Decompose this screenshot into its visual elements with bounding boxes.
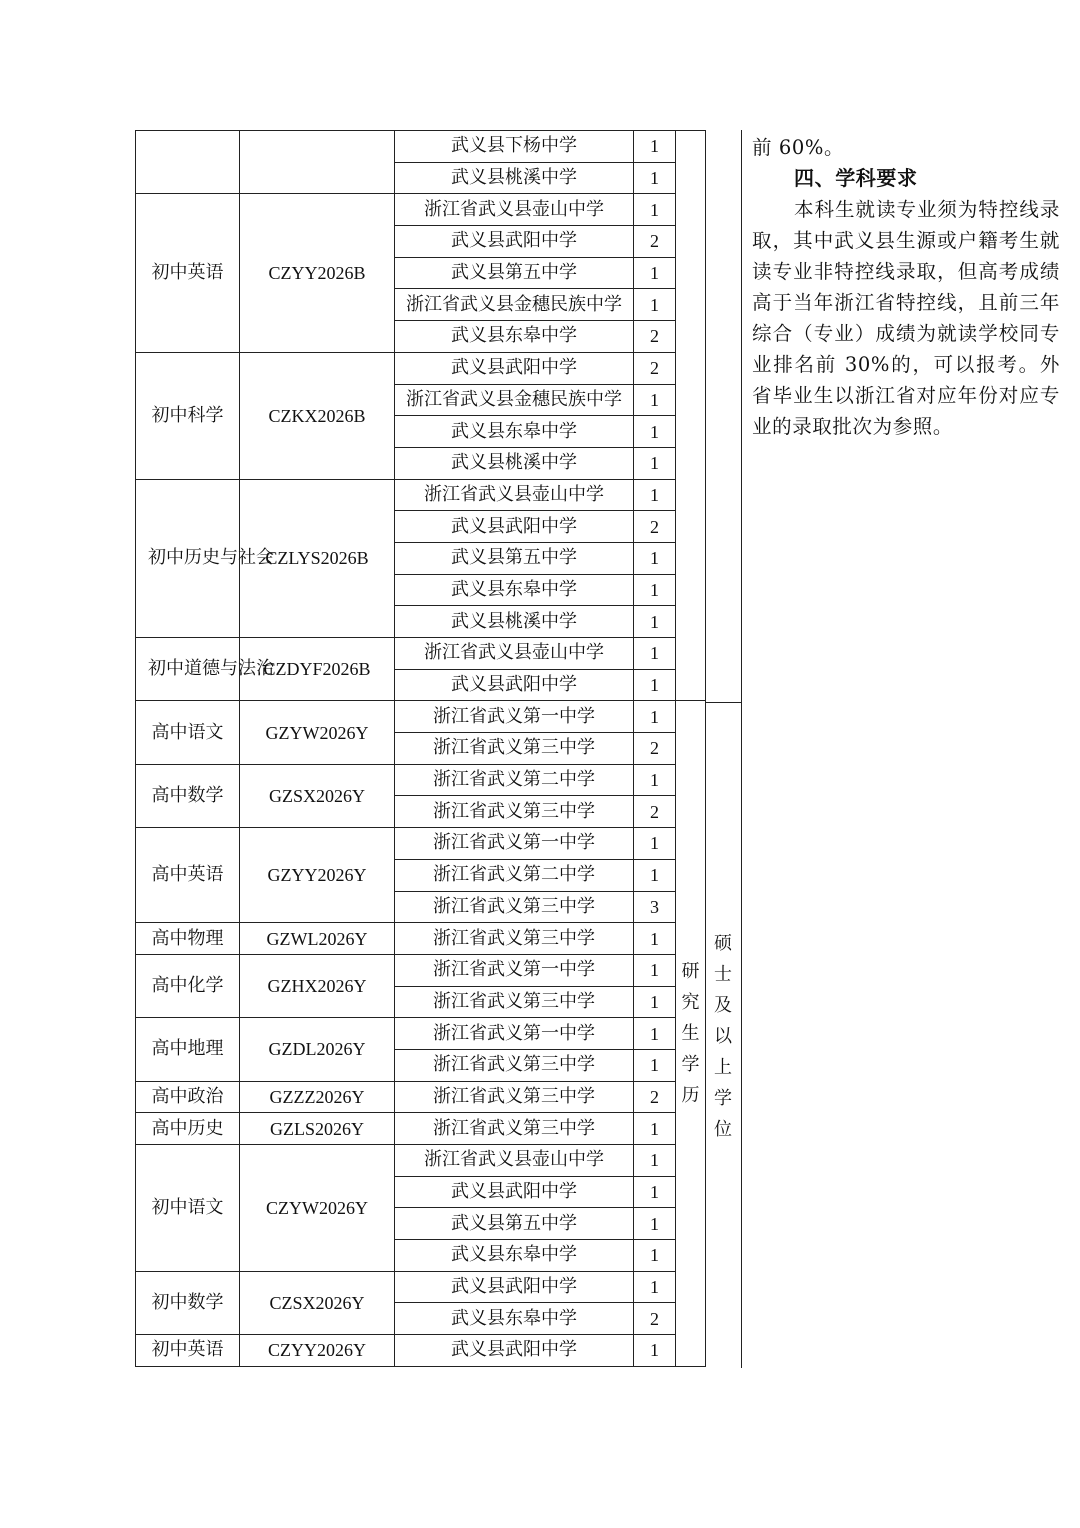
subject-cell: 高中语文 [136,701,240,764]
count-cell: 1 [634,828,676,860]
count-cell: 1 [634,479,676,511]
count-cell: 1 [634,1335,676,1367]
continuation-text: 前 60%。 [752,136,845,159]
education-cell-upper [676,131,706,701]
count-cell: 3 [634,891,676,923]
school-cell: 武义县第五中学 [395,1208,634,1240]
position-code-cell: GZSX2026Y [240,764,395,827]
school-cell: 武义县武阳中学 [395,669,634,701]
position-code-cell: GZHX2026Y [240,954,395,1017]
section-heading: 四、学科要求 [794,166,918,190]
school-cell: 浙江省武义第三中学 [395,1049,634,1081]
table-row [136,1018,706,1050]
count-cell: 1 [634,1145,676,1177]
school-cell: 武义县东皋中学 [395,416,634,448]
school-cell: 浙江省武义第三中学 [395,986,634,1018]
subject-cell: 高中英语 [136,828,240,923]
count-cell: 1 [634,416,676,448]
school-cell: 浙江省武义第一中学 [395,828,634,860]
table-row [136,352,706,384]
count-cell: 1 [634,131,676,163]
count-cell: 1 [634,606,676,638]
count-cell: 1 [634,384,676,416]
count-cell: 1 [634,859,676,891]
count-cell: 1 [634,1271,676,1303]
school-cell: 浙江省武义第三中学 [395,733,634,765]
position-code-cell: CZYW2026Y [240,1145,395,1272]
subject-cell: 初中科学 [136,352,240,479]
count-cell: 1 [634,986,676,1018]
count-cell: 1 [634,447,676,479]
subject-cell: 初中语文 [136,1145,240,1272]
count-cell: 1 [634,1049,676,1081]
school-cell: 浙江省武义第二中学 [395,859,634,891]
count-cell: 1 [634,764,676,796]
table-row [136,1113,706,1145]
school-cell: 浙江省武义县金穗民族中学 [395,384,634,416]
school-cell: 浙江省武义县壶山中学 [395,194,634,226]
count-cell: 1 [634,542,676,574]
subject-cell: 高中历史 [136,1113,240,1145]
table-row [136,479,706,511]
count-cell: 1 [634,954,676,986]
position-code-cell: GZWL2026Y [240,923,395,955]
school-cell: 武义县东皋中学 [395,1303,634,1335]
school-cell: 武义县东皋中学 [395,574,634,606]
subject-cell: 初中英语 [136,1335,240,1367]
school-cell: 浙江省武义第一中学 [395,1018,634,1050]
subject-cell: 初中数学 [136,1271,240,1334]
table-row [136,1335,706,1367]
count-cell: 1 [634,701,676,733]
school-cell: 武义县桃溪中学 [395,162,634,194]
school-cell: 浙江省武义第三中学 [395,891,634,923]
count-cell: 2 [634,1081,676,1113]
school-cell: 武义县东皋中学 [395,321,634,353]
position-code-cell: GZLS2026Y [240,1113,395,1145]
school-cell: 武义县武阳中学 [395,226,634,258]
school-cell: 武义县东皋中学 [395,1240,634,1272]
school-cell: 浙江省武义第一中学 [395,954,634,986]
school-cell: 武义县下杨中学 [395,131,634,163]
table-row [136,701,706,733]
table-row [136,764,706,796]
school-cell: 武义县武阳中学 [395,1335,634,1367]
school-cell: 浙江省武义第三中学 [395,1081,634,1113]
count-cell: 1 [634,638,676,670]
school-cell: 浙江省武义第三中学 [395,796,634,828]
requirements-column [752,132,1060,442]
count-cell: 2 [634,511,676,543]
count-cell: 1 [634,257,676,289]
position-code-cell: CZYY2026Y [240,1335,395,1367]
school-cell: 浙江省武义县壶山中学 [395,479,634,511]
subject-cell [136,131,240,194]
school-cell: 浙江省武义第三中学 [395,923,634,955]
subject-cell: 高中政治 [136,1081,240,1113]
recruitment-table [135,130,706,1367]
count-cell: 1 [634,574,676,606]
school-cell: 武义县桃溪中学 [395,447,634,479]
count-cell: 1 [634,289,676,321]
count-cell: 1 [634,194,676,226]
table-row [136,638,706,670]
position-code-cell: GZZZ2026Y [240,1081,395,1113]
position-code-cell: GZYY2026Y [240,828,395,923]
subject-cell: 初中道德与法治 [136,638,240,701]
subject-cell: 高中地理 [136,1018,240,1081]
education-requirement: 研究生学历 [681,961,700,1107]
school-cell: 浙江省武义县金穗民族中学 [395,289,634,321]
count-cell: 1 [634,1208,676,1240]
subject-cell: 高中化学 [136,954,240,1017]
count-cell: 2 [634,226,676,258]
position-code-cell: CZDYF2026B [240,638,395,701]
subject-cell: 高中物理 [136,923,240,955]
table-row [136,1145,706,1177]
count-cell: 1 [634,1018,676,1050]
school-cell: 武义县武阳中学 [395,352,634,384]
education-cell-lower [676,701,706,1366]
school-cell: 武义县武阳中学 [395,511,634,543]
school-cell: 武义县第五中学 [395,257,634,289]
subject-cell: 高中数学 [136,764,240,827]
count-cell: 2 [634,352,676,384]
table-row [136,828,706,860]
section-body: 本科生就读专业须为特控线录取，其中武义县生源或户籍考生就读专业非特控线录取，但高考成绩高于当年浙江省特控线，且前三年综合（专业）成绩为就读学校同专业排名前 30%的，可以报考。外省毕业生以浙江省对应年份对应专业的录取批次为参照。 [752,198,1060,438]
school-cell: 浙江省武义第一中学 [395,701,634,733]
table-row [136,1081,706,1113]
position-code-cell: CZKX2026B [240,352,395,479]
count-cell: 2 [634,1303,676,1335]
school-cell: 武义县武阳中学 [395,1271,634,1303]
school-cell: 武义县第五中学 [395,542,634,574]
subject-cell: 初中历史与社会 [136,479,240,637]
school-cell: 浙江省武义第三中学 [395,1113,634,1145]
school-cell: 武义县武阳中学 [395,1176,634,1208]
count-cell: 1 [634,923,676,955]
position-code-cell: CZSX2026Y [240,1271,395,1334]
count-cell: 1 [634,669,676,701]
subject-cell: 初中英语 [136,194,240,352]
count-cell: 2 [634,321,676,353]
school-cell: 浙江省武义县壶山中学 [395,638,634,670]
count-cell: 2 [634,733,676,765]
table-row [136,954,706,986]
position-code-cell: CZLYS2026B [240,479,395,637]
table-row [136,1271,706,1303]
count-cell: 1 [634,162,676,194]
table-row [136,131,706,163]
degree-requirement: 硕士及以上学位 [714,933,732,1140]
count-cell: 2 [634,796,676,828]
school-cell: 浙江省武义县壶山中学 [395,1145,634,1177]
school-cell: 武义县桃溪中学 [395,606,634,638]
degree-cell-upper [705,130,741,703]
position-code-cell [240,131,395,194]
position-code-cell: GZYW2026Y [240,701,395,764]
count-cell: 1 [634,1176,676,1208]
count-cell: 1 [634,1113,676,1145]
count-cell: 1 [634,1240,676,1272]
school-cell: 浙江省武义第二中学 [395,764,634,796]
table-row [136,194,706,226]
table-row [136,923,706,955]
position-code-cell: CZYY2026B [240,194,395,352]
position-code-cell: GZDL2026Y [240,1018,395,1081]
